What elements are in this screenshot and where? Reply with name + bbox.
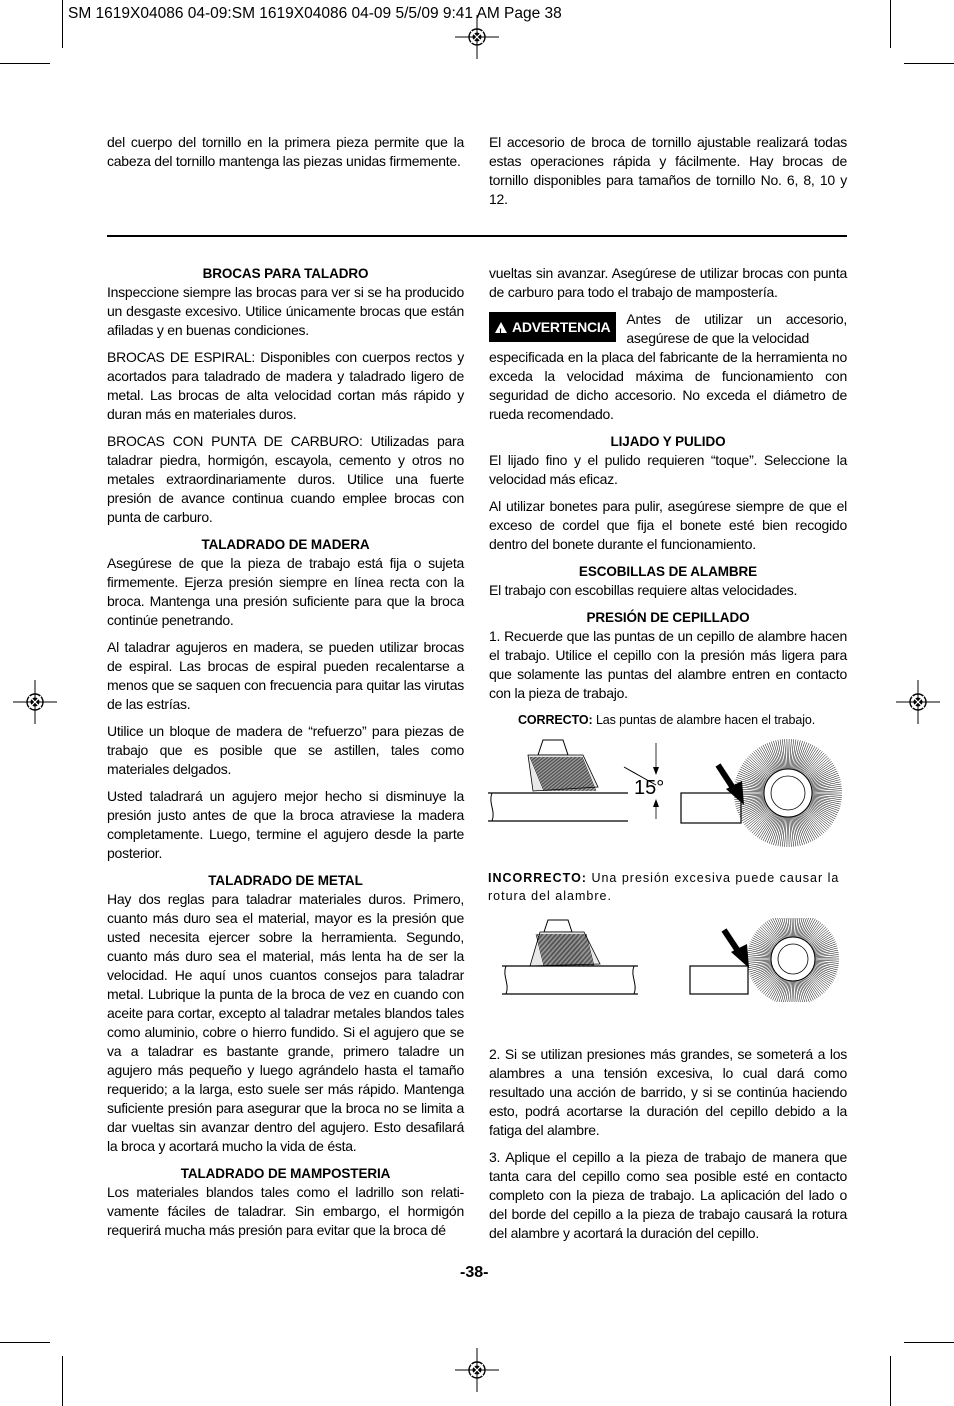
left-column: [107, 264, 464, 1248]
angle-label: 15°: [634, 777, 665, 799]
warning-badge: [489, 312, 616, 342]
registration-mark-icon: [455, 1348, 499, 1392]
wheel-brush-icon: [747, 918, 839, 1002]
crop-mark: [890, 1356, 891, 1406]
crop-mark: [904, 1342, 954, 1343]
paragraph: Los materiales blandos tales como el ladrillo son relati-vamente fáciles de taladrar. Sin embargo, el hormigón requerirá mucha más presión para evitar que la broca dé: [107, 1184, 464, 1238]
heading-metal: TALADRADO DE METAL: [208, 873, 363, 888]
paragraph: 1. Recuerde que las puntas de un cepillo de alambre hacen el trabajo. Utilice el cepillo con la presión más ligera para que solamente las puntas del alambre entren en contacto con la pieza de trabajo.: [489, 628, 847, 701]
paragraph: Al utilizar bonetes para pulir, asegúrese siempre de que el exceso de cordel que fija el bonete esté bien recogido dentro del bonete durante el funcionamiento.: [489, 498, 847, 552]
incorrect-caption: [488, 869, 858, 905]
warning-label: ADVERTENCIA: [512, 318, 611, 335]
correct-caption: [518, 711, 848, 729]
wheel-brush-icon: [734, 739, 842, 847]
heading-lijado: LIJADO Y PULIDO: [610, 434, 726, 449]
heading-mamposteria: TALADRADO DE MAMPOSTERIA: [180, 1166, 391, 1181]
paragraph: 2. Si se utilizan presiones más grandes, se someterá a los alambres a una tensión excesiva, lo cual dará como resultado una acción de barrido, y si se continúa haciendo esto, podrá acortarse la duración del cepillo debido a la fatiga del alambre.: [489, 1046, 847, 1138]
warning-block: [489, 310, 847, 348]
paragraph: Inspeccione siempre las brocas para ver si se ha producido un desgaste excesivo. Utilice únicamente brocas que están afiladas y en buenas condiciones.: [107, 284, 464, 338]
registration-mark-icon: [13, 680, 57, 724]
correct-brush-illustration: [488, 735, 848, 847]
registration-mark-icon: [896, 680, 940, 724]
warning-first-lines: Antes de utilizar un accesorio, asegúrese de que la velocidad: [626, 311, 847, 346]
right-column-lower: [489, 1045, 847, 1251]
paragraph: 3. Aplique el cepillo a la pieza de trabajo de manera que tanta cara del cepillo como sea posible esté en contacto completo con la pieza de trabajo. La aplicación del lado o del borde del cepillo a la pieza de trabajo causará la rotura del alambre y acortará la duración del cepillo.: [489, 1149, 847, 1241]
paragraph: vueltas sin avanzar. Asegúrese de utilizar brocas con punta de carburo para todo el trabajo de mampostería.: [489, 265, 847, 300]
paragraph: Al taladrar agujeros en madera, se pueden utilizar brocas de espiral. Las brocas de espiral pueden recalentarse a menos que se saquen con frecuencia para quitar las virutas de las estrías.: [107, 639, 464, 712]
cup-brush-icon: [528, 740, 598, 791]
print-slug: SM 1619X04086 04-09:SM 1619X04086 04-09 5/5/09 9:41 AM Page 38: [68, 5, 562, 22]
correct-label: CORRECTO:: [518, 713, 593, 727]
paragraph: Asegúrese de que la pieza de trabajo está fija o sujeta firmemente. Ejerza presión siempre en línea recta con la broca. Mantenga una presión suficiente para que la broca continúe penetrando.: [107, 555, 464, 628]
crop-mark: [904, 63, 954, 64]
paragraph: BROCAS DE ESPIRAL: Disponibles con cuerpos rectos y acortados para taladrado de madera y taladrado ligero de metal. Las brocas de alta velocidad cortan más rápido y duran más en materiales duros.: [107, 349, 464, 422]
crop-mark: [62, 1356, 63, 1406]
heading-presion: PRESIÓN DE CEPILLADO: [586, 610, 750, 625]
paragraph: El trabajo con escobillas requiere altas velocidades.: [489, 582, 798, 598]
paragraph: El lijado fino y el pulido requieren “toque”. Seleccione la velocidad más eficaz.: [489, 452, 847, 487]
heading-escobillas: ESCOBILLAS DE ALAMBRE: [578, 564, 758, 579]
top-right-text: [489, 133, 847, 217]
top-left-paragraph: del cuerpo del tornillo en la primera pieza permite que la cabeza del tornillo mantenga las piezas unidas firmemente.: [107, 134, 464, 169]
cup-brush-icon: [530, 920, 600, 966]
page-number: -38-: [460, 1264, 489, 1281]
crop-mark: [0, 63, 50, 64]
incorrect-label: INCORRECTO:: [488, 871, 587, 885]
incorrect-text: Una presión excesiva puede causar la rotura del alambre.: [488, 871, 840, 903]
top-right-paragraph: El accesorio de broca de tornillo ajustable realizará todas estas operaciones rápida y fácilmente. Hay brocas de tornillo disponibles para tamaños de tornillo No. 6, 8, 10 y 12.: [489, 134, 847, 207]
crop-mark: [890, 0, 891, 48]
heading-madera: TALADRADO DE MADERA: [201, 537, 370, 552]
heading-brocas: BROCAS PARA TALADRO: [202, 266, 369, 281]
paragraph: BROCAS CON PUNTA DE CARBURO: Utilizadas para taladrar piedra, hormigón, escayola, cemento y otros no metales extraordinariamente duros. Utilice una fuerte presión de avance continua cuando emplee brocas con punta de carburo.: [107, 433, 464, 525]
right-column-upper: [489, 264, 847, 711]
section-divider: [107, 235, 847, 237]
paragraph: Hay dos reglas para taladrar materiales duros. Primero, cuanto más duro sea el material, mayor es la presión que usted necesita ejercer sobre la herramienta. Segundo, cuanto más duro sea el material, más lenta ha de ser la velocidad. He aquí unos cuantos consejos para taladrar metal. Lubrique la punta de la broca de vez en cuando con aceite para cortar, excepto al taladrar metales blandos tales como aluminio, cobre o hierro fundido. Si el agujero que se va a taladrar es bastante grande, primero taladre un agujero más pequeño y luego agrándelo hasta el tamaño requerido; a la larga, esto suele ser más rápido. Mantenga suficiente presión para asegurar que la broca no se limita a dar vueltas sin avanzar dentro del agujero. Esto desafilará la broca y acortará mucho la vida de ésta.: [107, 891, 464, 1154]
warning-rest: especificada en la placa del fabricante de la herramienta no exceda la velocidad máxima de funcionamiento con seguridad de dicho accesorio. No exceda el diámetro de rueda recomendado.: [489, 349, 847, 422]
crop-mark: [62, 0, 63, 48]
crop-mark: [0, 1342, 50, 1343]
correct-text: Las puntas de alambre hacen el trabajo.: [592, 713, 816, 727]
warning-triangle-icon: [495, 322, 507, 333]
pressure-arrow-icon: [724, 930, 749, 968]
incorrect-brush-illustration: [500, 918, 850, 1002]
paragraph: Utilice un bloque de madera de “refuerzo” para piezas de trabajo que es posible que se astillen, tales como materiales delgados.: [107, 723, 464, 777]
paragraph: Usted taladrará un agujero mejor hecho si disminuye la presión justo antes de que la broca atraviese la madera completamente. Luego, termine el agujero desde la parte posterior.: [107, 788, 464, 861]
top-left-text: [107, 133, 464, 179]
